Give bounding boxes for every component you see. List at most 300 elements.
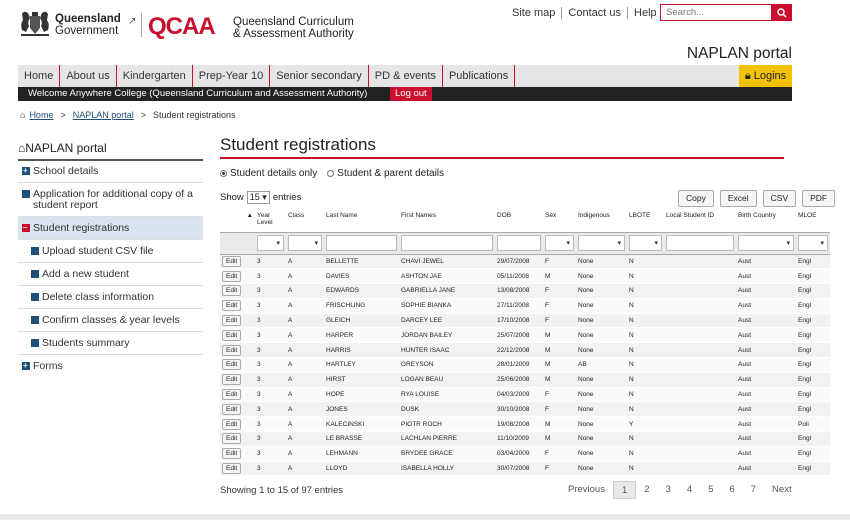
table-cell: 11/10/2009 xyxy=(495,432,543,447)
table-cell: None xyxy=(576,284,627,299)
edit-cell xyxy=(220,328,255,343)
radio-label: Student & parent details xyxy=(337,168,445,179)
table-cell: A xyxy=(286,328,324,343)
breadcrumb-current: Student registrations xyxy=(153,110,236,120)
queensland-coat-of-arms-logo xyxy=(18,10,52,38)
table-cell: 3 xyxy=(255,284,286,299)
table-cell: HARTLEY xyxy=(324,358,399,373)
table-cell: A xyxy=(286,402,324,417)
logins-button[interactable] xyxy=(739,65,792,87)
table-cell xyxy=(664,417,736,432)
table-cell: HARPER xyxy=(324,328,399,343)
edit-button[interactable]: Edit xyxy=(222,345,241,356)
table-cell: A xyxy=(286,446,324,461)
table-cell: 05/11/2008 xyxy=(495,269,543,284)
table-cell: Aust xyxy=(736,461,796,476)
table-cell: JONES xyxy=(324,402,399,417)
logins-label: Logins xyxy=(753,70,787,82)
sidebar-item-add-student[interactable] xyxy=(18,263,203,286)
table-cell: N xyxy=(627,343,664,358)
nav-about-us[interactable]: About us xyxy=(60,65,116,87)
table-cell: Engl xyxy=(796,387,830,402)
table-cell: None xyxy=(576,432,627,447)
table-cell: 3 xyxy=(255,461,286,476)
filter-year-level-select[interactable] xyxy=(257,235,284,251)
edit-button[interactable]: Edit xyxy=(222,463,241,474)
table-cell: A xyxy=(286,254,324,269)
table-cell: N xyxy=(627,461,664,476)
table-row xyxy=(220,269,830,284)
table-cell: M xyxy=(543,417,576,432)
edit-cell xyxy=(220,372,255,387)
table-cell: Aust xyxy=(736,313,796,328)
edit-cell xyxy=(220,343,255,358)
collapse-icon xyxy=(22,224,30,232)
pagination-next[interactable]: Next xyxy=(772,484,792,495)
copy-button[interactable]: Copy xyxy=(678,190,714,207)
table-cell: Aust xyxy=(736,284,796,299)
table-cell: HOPE xyxy=(324,387,399,402)
table-cell: 3 xyxy=(255,402,286,417)
edit-button[interactable]: Edit xyxy=(222,330,241,341)
table-row xyxy=(220,461,830,476)
excel-button[interactable]: Excel xyxy=(720,190,757,207)
title-underline xyxy=(220,157,784,159)
sidebar-item-delete-class[interactable] xyxy=(18,286,203,309)
table-cell: None xyxy=(576,269,627,284)
portal-title: NAPLAN portal xyxy=(686,45,792,62)
home-icon: ⌂ xyxy=(20,110,26,120)
qg-gov: Government xyxy=(55,25,119,37)
table-cell xyxy=(664,358,736,373)
edit-cell xyxy=(220,446,255,461)
nav-pd-events[interactable]: PD & events xyxy=(369,65,443,87)
entries-per-page-select[interactable]: 15 ▾ xyxy=(247,191,270,204)
table-cell: F xyxy=(543,402,576,417)
external-link-icon[interactable]: ↗ xyxy=(128,16,137,27)
table-cell: Engl xyxy=(796,402,830,417)
table-cell: N xyxy=(627,298,664,313)
table-cell: N xyxy=(627,269,664,284)
table-cell: F xyxy=(543,313,576,328)
sidebar-item-label: Forms xyxy=(33,360,63,372)
table-row xyxy=(220,387,830,402)
pagination-page-7[interactable]: 7 xyxy=(750,484,757,495)
sidebar-item-additional-copy[interactable] xyxy=(18,183,203,217)
table-cell: N xyxy=(627,372,664,387)
csv-button[interactable]: CSV xyxy=(763,190,796,207)
table-cell: A xyxy=(286,284,324,299)
edit-button[interactable]: Edit xyxy=(222,433,241,444)
column-header-birth-country[interactable]: Birth Country xyxy=(736,208,796,232)
edit-button[interactable]: Edit xyxy=(222,359,241,370)
table-cell: GREYSON xyxy=(399,358,495,373)
table-row xyxy=(220,446,830,461)
table-cell: ISABELLA HOLLY xyxy=(399,461,495,476)
sidebar-item-confirm-classes[interactable] xyxy=(18,309,203,332)
nav-kindergarten[interactable]: Kindergarten xyxy=(117,65,193,87)
sidebar-item-student-registrations[interactable] xyxy=(18,217,203,240)
expand-icon xyxy=(22,362,30,370)
table-cell: M xyxy=(543,328,576,343)
table-cell xyxy=(664,269,736,284)
table-cell: LOGAN BEAU xyxy=(399,372,495,387)
table-cell: None xyxy=(576,417,627,432)
table-cell: None xyxy=(576,372,627,387)
sidebar-item-label: Student registrations xyxy=(33,222,130,234)
column-header-mloe[interactable]: MLOE xyxy=(796,208,830,232)
table-cell: 13/08/2008 xyxy=(495,284,543,299)
table-cell: FRISCHLING xyxy=(324,298,399,313)
table-cell: 3 xyxy=(255,358,286,373)
table-cell: A xyxy=(286,343,324,358)
bullet-icon xyxy=(31,293,39,301)
column-header-year-level[interactable]: Year Level xyxy=(255,208,286,232)
table-cell: Aust xyxy=(736,417,796,432)
table-cell: F xyxy=(543,461,576,476)
table-cell: EDWARDS xyxy=(324,284,399,299)
utility-links xyxy=(512,7,663,19)
table-cell: 3 xyxy=(255,313,286,328)
sidebar-item-upload-csv[interactable] xyxy=(18,240,203,263)
edit-button[interactable]: Edit xyxy=(222,419,241,430)
column-header-first-names[interactable]: First Names xyxy=(399,208,495,232)
table-cell: N xyxy=(627,313,664,328)
table-cell: Engl xyxy=(796,298,830,313)
nav-home[interactable]: Home xyxy=(18,65,60,87)
filter-local-student-id-input[interactable] xyxy=(666,235,734,251)
table-row xyxy=(220,372,830,387)
table-cell: PIOTR ROCH xyxy=(399,417,495,432)
welcome-bar: Welcome Anywhere College (Queensland Curriculum and Assessment Authority) xyxy=(18,87,792,101)
table-cell: Engl xyxy=(796,284,830,299)
radio-unselected-icon xyxy=(327,170,334,177)
table-cell: A xyxy=(286,461,324,476)
main-nav xyxy=(18,65,792,87)
table-cell: None xyxy=(576,343,627,358)
table-row xyxy=(220,328,830,343)
table-cell: M xyxy=(543,269,576,284)
table-cell: 19/08/2008 xyxy=(495,417,543,432)
edit-cell xyxy=(220,298,255,313)
table-cell: GABRIELLA JANE xyxy=(399,284,495,299)
filter-class-select[interactable] xyxy=(288,235,322,251)
table-row xyxy=(220,358,830,373)
table-cell: N xyxy=(627,328,664,343)
table-cell: Poli xyxy=(796,417,830,432)
filter-cell-empty xyxy=(220,232,255,254)
table-cell: Engl xyxy=(796,358,830,373)
filter-lbote-select[interactable] xyxy=(629,235,662,251)
table-cell: BELLETTE xyxy=(324,254,399,269)
bullet-icon xyxy=(31,247,39,255)
table-cell: HUNTER ISAAC xyxy=(399,343,495,358)
table-cell: A xyxy=(286,313,324,328)
table-cell: Aust xyxy=(736,372,796,387)
bullet-icon xyxy=(22,190,30,198)
column-header-dob[interactable]: DOB xyxy=(495,208,543,232)
qcaa-name xyxy=(233,16,354,40)
radio-student-details-only[interactable] xyxy=(220,168,317,179)
table-cell xyxy=(664,313,736,328)
edit-cell xyxy=(220,284,255,299)
detail-view-radio-group xyxy=(220,168,444,179)
pagination-page-4[interactable]: 4 xyxy=(686,484,693,495)
table-cell: 3 xyxy=(255,417,286,432)
filter-dob-input[interactable] xyxy=(497,235,541,251)
table-cell: Aust xyxy=(736,328,796,343)
table-cell: 3 xyxy=(255,446,286,461)
table-cell: 3 xyxy=(255,372,286,387)
filter-mloe-select[interactable] xyxy=(798,235,828,251)
page-bottom-band xyxy=(0,514,850,520)
qcaa-name-line2: & Assessment Authority xyxy=(233,28,354,40)
table-cell: A xyxy=(286,372,324,387)
table-cell xyxy=(664,372,736,387)
edit-column-header: ▲ xyxy=(220,208,255,232)
pagination-page-2[interactable]: 2 xyxy=(644,484,650,495)
student-table xyxy=(220,208,830,476)
edit-cell xyxy=(220,387,255,402)
table-cell: 30/10/2008 xyxy=(495,402,543,417)
page-length-control xyxy=(220,191,301,204)
table-cell: F xyxy=(543,387,576,402)
table-cell: Aust xyxy=(736,269,796,284)
column-header-lbote[interactable]: LBOTE xyxy=(627,208,664,232)
table-cell: 03/04/2009 xyxy=(495,446,543,461)
table-cell xyxy=(664,343,736,358)
filter-indigenous-select[interactable] xyxy=(578,235,625,251)
table-cell: GLEICH xyxy=(324,313,399,328)
table-cell: Engl xyxy=(796,432,830,447)
table-row xyxy=(220,417,830,432)
expand-icon xyxy=(22,167,30,175)
table-cell: Aust xyxy=(736,432,796,447)
table-cell: 25/07/2008 xyxy=(495,328,543,343)
breadcrumb-naplan-portal[interactable]: NAPLAN portal xyxy=(72,110,134,120)
site-map-link[interactable]: Site map xyxy=(512,7,556,19)
table-cell: M xyxy=(543,358,576,373)
sidebar-item-label: Confirm classes & year levels xyxy=(42,314,180,326)
table-cell: N xyxy=(627,446,664,461)
table-cell: LLOYD xyxy=(324,461,399,476)
sidebar-item-label: Students summary xyxy=(42,337,130,349)
table-cell: A xyxy=(286,298,324,313)
table-cell: DUSK xyxy=(399,402,495,417)
table-cell xyxy=(664,328,736,343)
edit-button[interactable]: Edit xyxy=(222,271,241,282)
search-button[interactable] xyxy=(772,4,792,21)
filter-first-names-input[interactable] xyxy=(401,235,493,251)
sidebar-item-label: Delete class information xyxy=(42,291,155,303)
sidebar-item-school-details[interactable] xyxy=(18,160,203,183)
qcaa-name-line1: Queensland Curriculum xyxy=(233,16,354,28)
edit-button[interactable]: Edit xyxy=(222,285,241,296)
table-cell: Engl xyxy=(796,269,830,284)
table-cell: Y xyxy=(627,417,664,432)
table-cell: N xyxy=(627,432,664,447)
edit-button[interactable]: Edit xyxy=(222,256,241,267)
pagination-page-3[interactable]: 3 xyxy=(665,484,671,495)
table-cell: None xyxy=(576,402,627,417)
table-cell: F xyxy=(543,298,576,313)
column-header-local-student-id[interactable]: Local Student ID xyxy=(664,208,736,232)
table-cell: LACHLAN PIERRE xyxy=(399,432,495,447)
sidebar-item-forms[interactable] xyxy=(18,355,203,377)
logo-divider xyxy=(141,13,142,37)
show-label: Show xyxy=(220,192,244,203)
table-row xyxy=(220,432,830,447)
table-cell: DAVIES xyxy=(324,269,399,284)
table-row xyxy=(220,313,830,328)
pdf-button[interactable]: PDF xyxy=(802,190,835,207)
table-cell xyxy=(664,461,736,476)
table-cell: A xyxy=(286,417,324,432)
sidebar-item-label: Application for additional copy of a student report xyxy=(33,188,193,211)
nav-senior-secondary[interactable]: Senior secondary xyxy=(270,65,369,87)
breadcrumb-separator: > xyxy=(140,110,147,120)
pagination-page-6[interactable]: 6 xyxy=(729,484,735,495)
table-cell: A xyxy=(286,269,324,284)
table-cell: 3 xyxy=(255,432,286,447)
column-header-class[interactable]: Class xyxy=(286,208,324,232)
table-cell: ASHTON JAE xyxy=(399,269,495,284)
table-cell: 3 xyxy=(255,298,286,313)
table-cell: Engl xyxy=(796,254,830,269)
pagination-page-5[interactable]: 5 xyxy=(708,484,714,495)
table-cell: M xyxy=(543,432,576,447)
edit-cell xyxy=(220,269,255,284)
table-row xyxy=(220,343,830,358)
table-row xyxy=(220,402,830,417)
sidebar-item-label: Upload student CSV file xyxy=(42,245,154,257)
sidebar-title[interactable] xyxy=(18,141,203,161)
table-cell: LE BRASSE xyxy=(324,432,399,447)
edit-cell xyxy=(220,402,255,417)
table-cell: Aust xyxy=(736,358,796,373)
pagination-previous[interactable]: Previous xyxy=(568,484,605,495)
table-cell xyxy=(664,298,736,313)
logout-button[interactable]: Log out xyxy=(390,87,432,101)
table-cell: A xyxy=(286,387,324,402)
radio-student-parent-details[interactable] xyxy=(327,168,444,179)
sidebar-item-label: School details xyxy=(33,165,99,177)
table-cell: None xyxy=(576,446,627,461)
table-cell xyxy=(664,432,736,447)
table-cell: Aust xyxy=(736,254,796,269)
table-cell: F xyxy=(543,284,576,299)
nav-publications[interactable]: Publications xyxy=(443,65,515,87)
column-header-sex[interactable]: Sex xyxy=(543,208,576,232)
table-cell: SOPHIE BIANKA xyxy=(399,298,495,313)
nav-prep-year-10[interactable]: Prep-Year 10 xyxy=(193,65,270,87)
table-cell: 25/06/2008 xyxy=(495,372,543,387)
table-cell: 29/07/2008 xyxy=(495,254,543,269)
table-cell xyxy=(664,284,736,299)
export-buttons xyxy=(678,190,835,207)
help-link[interactable]: Help xyxy=(627,7,663,19)
column-header-last-name[interactable]: Last Name xyxy=(324,208,399,232)
table-cell: BRYDEE GRACE xyxy=(399,446,495,461)
table-cell xyxy=(664,254,736,269)
table-cell: N xyxy=(627,387,664,402)
table-cell: A xyxy=(286,358,324,373)
table-cell: Engl xyxy=(796,313,830,328)
table-cell: N xyxy=(627,358,664,373)
table-cell: DARCEY LEE xyxy=(399,313,495,328)
qcaa-logo[interactable]: QCAA xyxy=(148,13,215,40)
table-cell xyxy=(664,402,736,417)
table-cell: Engl xyxy=(796,328,830,343)
table-cell: 22/12/2008 xyxy=(495,343,543,358)
edit-button[interactable]: Edit xyxy=(222,448,241,459)
column-header-indigenous[interactable]: Indigenous xyxy=(576,208,627,232)
bullet-icon xyxy=(31,316,39,324)
lock-icon: 🔒︎ xyxy=(744,70,751,82)
breadcrumb-separator: > xyxy=(60,110,66,120)
contact-us-link[interactable]: Contact us xyxy=(561,7,627,19)
table-cell: 3 xyxy=(255,254,286,269)
table-cell: KALECINSKI xyxy=(324,417,399,432)
table-cell: Aust xyxy=(736,298,796,313)
table-cell: N xyxy=(627,254,664,269)
filter-last-name-input[interactable] xyxy=(326,235,397,251)
table-cell: 28/01/2009 xyxy=(495,358,543,373)
entries-per-page-value: 15 xyxy=(249,192,260,202)
edit-button[interactable]: Edit xyxy=(222,389,241,400)
bullet-icon xyxy=(31,339,39,347)
filter-sex-select[interactable] xyxy=(545,235,574,251)
sidebar xyxy=(18,160,203,377)
table-cell: 04/03/2009 xyxy=(495,387,543,402)
filter-birth-country-select[interactable] xyxy=(738,235,794,251)
table-cell: A xyxy=(286,432,324,447)
queensland-government-wordmark xyxy=(55,13,121,37)
sidebar-item-label: Add a new student xyxy=(42,268,129,280)
table-cell xyxy=(664,446,736,461)
edit-button[interactable]: Edit xyxy=(222,374,241,385)
table-cell xyxy=(664,387,736,402)
pagination-page-1[interactable]: 1 xyxy=(613,481,636,499)
bullet-icon xyxy=(31,270,39,278)
table-info: Showing 1 to 15 of 97 entries xyxy=(220,485,344,496)
table-cell: M xyxy=(543,372,576,387)
edit-cell xyxy=(220,313,255,328)
sidebar-item-students-summary[interactable] xyxy=(18,332,203,355)
edit-button[interactable]: Edit xyxy=(222,404,241,415)
table-cell: None xyxy=(576,313,627,328)
breadcrumb xyxy=(20,110,236,120)
sidebar-title-label: NAPLAN portal xyxy=(25,141,107,155)
edit-cell xyxy=(220,254,255,269)
table-cell: HIRST xyxy=(324,372,399,387)
search-icon xyxy=(777,8,787,18)
table-cell: 3 xyxy=(255,343,286,358)
edit-button[interactable]: Edit xyxy=(222,315,241,326)
radio-label: Student details only xyxy=(230,168,318,179)
table-header-row xyxy=(220,208,830,232)
table-cell: 3 xyxy=(255,269,286,284)
table-cell: RYA LOUISE xyxy=(399,387,495,402)
table-cell: N xyxy=(627,402,664,417)
edit-button[interactable]: Edit xyxy=(222,300,241,311)
table-cell: None xyxy=(576,461,627,476)
table-row xyxy=(220,254,830,269)
edit-cell xyxy=(220,358,255,373)
search-input[interactable] xyxy=(660,4,772,21)
table-cell: 27/11/2008 xyxy=(495,298,543,313)
breadcrumb-home[interactable]: Home xyxy=(29,110,54,120)
